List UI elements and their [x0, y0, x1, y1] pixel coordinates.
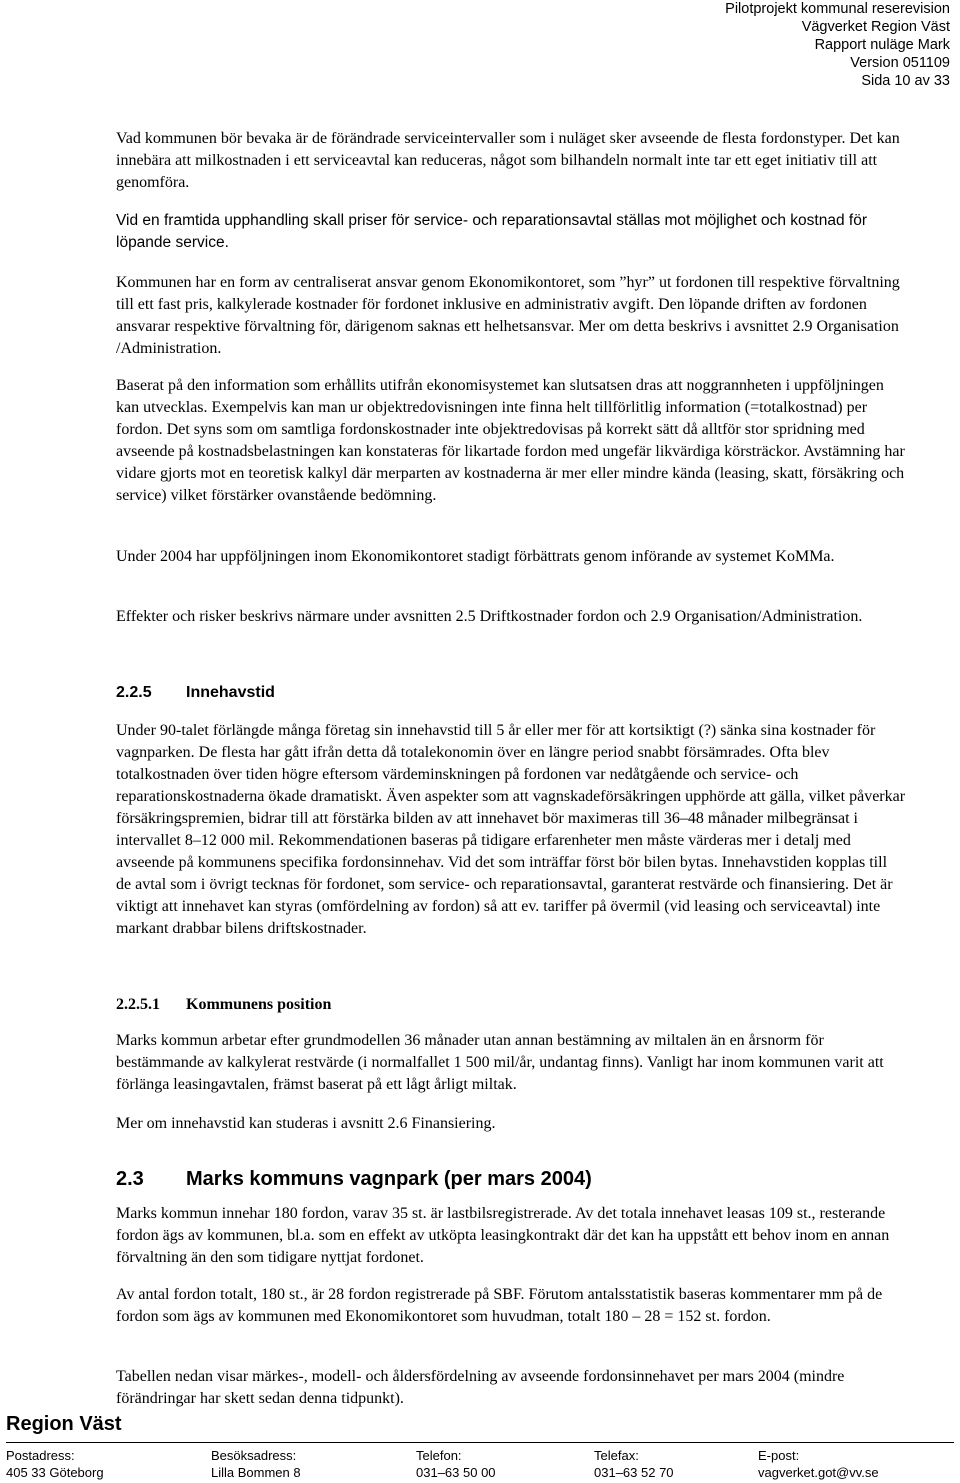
body-paragraph: Under 2004 har uppföljningen inom Ekonomikontoret stadigt förbättrats genom införande av systemet KoMMa.: [116, 548, 835, 565]
section-title: Innehavstid: [186, 684, 275, 701]
body-paragraph: Marks kommun arbetar efter grundmodellen 36 månader utan annan bestämning av miltalen än en årsnorm för bestämmande av kalkylerat restvärde (i normalfallet 1 500 mil/år, undantag finns). Vanligt har inom kommunen varit att förlänga leasingavtalen, främst baserat på ett lågt årligt miltak.: [116, 1032, 884, 1093]
heading-2-2-5-1: [116, 995, 331, 1015]
footer-email: [758, 1447, 879, 1481]
footer-value: vagverket.got@vv.se: [758, 1465, 879, 1480]
footer-postal: [6, 1447, 104, 1481]
section-number: 2.3: [116, 1168, 144, 1190]
footer-value: 031–63 50 00: [416, 1465, 496, 1480]
footer-label: Postadress:: [6, 1448, 75, 1463]
header-version: Version 051109: [850, 55, 950, 71]
footer-label: E-post:: [758, 1448, 800, 1463]
body-paragraph: Effekter och risker beskrivs närmare under avsnitten 2.5 Driftkostnader fordon och 2.9 Organisation/Administration.: [116, 608, 863, 625]
body-paragraph: Tabellen nedan visar märkes-, modell- och åldersfördelning av avseende fordonsinnehavet per mars 2004 (mindre förändringar har skett sedan denna tidpunkt).: [116, 1368, 845, 1407]
paragraph-service-intervals: [116, 128, 906, 194]
footer-label: Telefax:: [594, 1448, 639, 1463]
paragraph-central-responsibility: [116, 272, 906, 360]
paragraph-fleet: [116, 1203, 906, 1269]
paragraph-holding-period: [116, 720, 906, 940]
header-page-number: Sida 10 av 33: [861, 73, 950, 89]
footer-divider: [6, 1442, 954, 1443]
section-title: Marks kommuns vagnpark (per mars 2004): [186, 1168, 592, 1190]
footer-org-name: Region Väst: [6, 1413, 122, 1435]
footer-phone: [416, 1447, 496, 1481]
paragraph-effects: [116, 606, 906, 628]
section-number: 2.2.5.1: [116, 996, 160, 1013]
footer-label: Besöksadress:: [211, 1448, 297, 1463]
footer-value: Lilla Bommen 8: [211, 1465, 301, 1480]
paragraph-table-intro: [116, 1366, 906, 1410]
heading-2-3: [116, 1167, 592, 1191]
section-number: 2.2.5: [116, 684, 152, 701]
footer-value: 031–63 52 70: [594, 1465, 674, 1480]
body-paragraph: Mer om innehavstid kan studeras i avsnitt 2.6 Finansiering.: [116, 1115, 496, 1132]
heading-2-2-5: [116, 683, 275, 703]
paragraph-kommunens-position: [116, 1030, 906, 1096]
header-org: Vägverket Region Väst: [801, 19, 950, 35]
footer-label: Telefon:: [416, 1448, 462, 1463]
paragraph-komma: [116, 546, 906, 568]
body-paragraph: Marks kommun innehar 180 fordon, varav 35 st. är lastbilsregistrerade. Av det totala innehavet leasas 109 st., resterande fordon ägs av kommunen, bl.a. som en effekt av utköpta leasingkontrakt där det kan ha uppstått ett behov inom en annan förvaltning än den som tidigare nyttjat fordonet.: [116, 1205, 890, 1266]
paragraph-financing-ref: [116, 1113, 906, 1135]
page-header: [725, 0, 950, 90]
footer-fax: [594, 1447, 674, 1481]
body-paragraph: Vad kommunen bör bevaka är de förändrade serviceintervaller som i nuläget sker avseende de flesta fordonstyper. Det kan innebära att milkostnaden i ett serviceavtal kan reduceras, något som bilhandeln normalt inte tar ett eget initiativ till att genomföra.: [116, 130, 900, 191]
body-paragraph: Vid en framtida upphandling skall priser för service- och reparationsavtal ställas mot möjlighet och kostnad för löpande service.: [116, 212, 867, 251]
footer-visit: [211, 1447, 301, 1481]
body-paragraph: Kommunen har en form av centraliserat ansvar genom Ekonomikontoret, som ”hyr” ut fordonen till respektive förvaltning till ett fast pris, kalkylerade kostnader för fordonet inklusive en administrativ avgift. Den löpande driften av fordonen ansvarar respektive förvaltning för, därigenom saknas ett helhetsansvar. Mer om detta beskrivs i avsnittet 2.9 Organisation /Administration.: [116, 274, 900, 357]
paragraph-fleet-count: [116, 1284, 906, 1328]
paragraph-procurement: [116, 210, 906, 254]
body-paragraph: Av antal fordon totalt, 180 st., är 28 fordon registrerade på SBF. Förutom antalsstatistik baseras kommentarer mm på de fordon som ägs av kommunen med Ekonomikontoret som huvudman, totalt 180 – 28 = 152 st. fordon.: [116, 1286, 883, 1325]
body-paragraph: Baserat på den information som erhållits utifrån ekonomisystemet kan slutsatsen dras att noggrannheten i uppföljningen kan utvecklas. Exempelvis kan man ur objektredovisningen inte finna helt tillförlitlig information (=totalkostnad) per fordon. Det syns som om samtliga fordonskostnader inte objektredovisas på korrekt sätt då alltför stor spridning med avseende på kostnadsbelastningen kan konstateras för likartade fordon med ungefär likvärdiga körsträckor. Avstämning har vidare gjorts mot en teoretisk kalkyl där merparten av kostnaderna är mer eller mindre kända (leasing, skatt, försäkring och service) vilket förstärker ovanstående bedömning.: [116, 377, 905, 504]
header-report: Rapport nuläge Mark: [814, 37, 950, 53]
paragraph-accounting: [116, 375, 906, 507]
section-title: Kommunens position: [186, 996, 332, 1013]
footer-value: 405 33 Göteborg: [6, 1465, 104, 1480]
header-project: Pilotprojekt kommunal reserevision: [725, 1, 950, 17]
body-paragraph: Under 90-talet förlängde många företag sin innehavstid till 5 år eller mer för att kortsiktigt (?) sänka sina kostnader för vagnparken. De flesta har gått ifrån detta då totalekonomin över en längre period snabbt försämrades. Ofta blev totalkostnaden över tiden högre eftersom värdeminskningen på fordonen var nedåtgående och service- och reparationskostnaderna ökade dramatiskt. Även aspekter som att vagnskadeförsäkringen upphörde att gälla, vilket påverkar försäkringspremien, bidrar till att förstärka bilden av att innehavet bör maximeras till 36–48 månader milbegränsat i intervallet 8–12 000 mil. Rekommendationen baseras på tidigare erfarenheter men måste värderas mer i detalj med avseende på kommunens specifika fordonsinnehav. Vid det som inträffar först bör bilen bytas. Innehavstiden kopplas till de avtal som i övrigt tecknas för fordonet, som service- och reparationsavtal, garanterat restvärde och finansiering. Det är viktigt att innehavet kan styras (omfördelning av fordon) så att ev. tariffer på övermil (vid leasing och serviceavtal) inte markant drabbar bilens driftskostnader.: [116, 722, 906, 937]
